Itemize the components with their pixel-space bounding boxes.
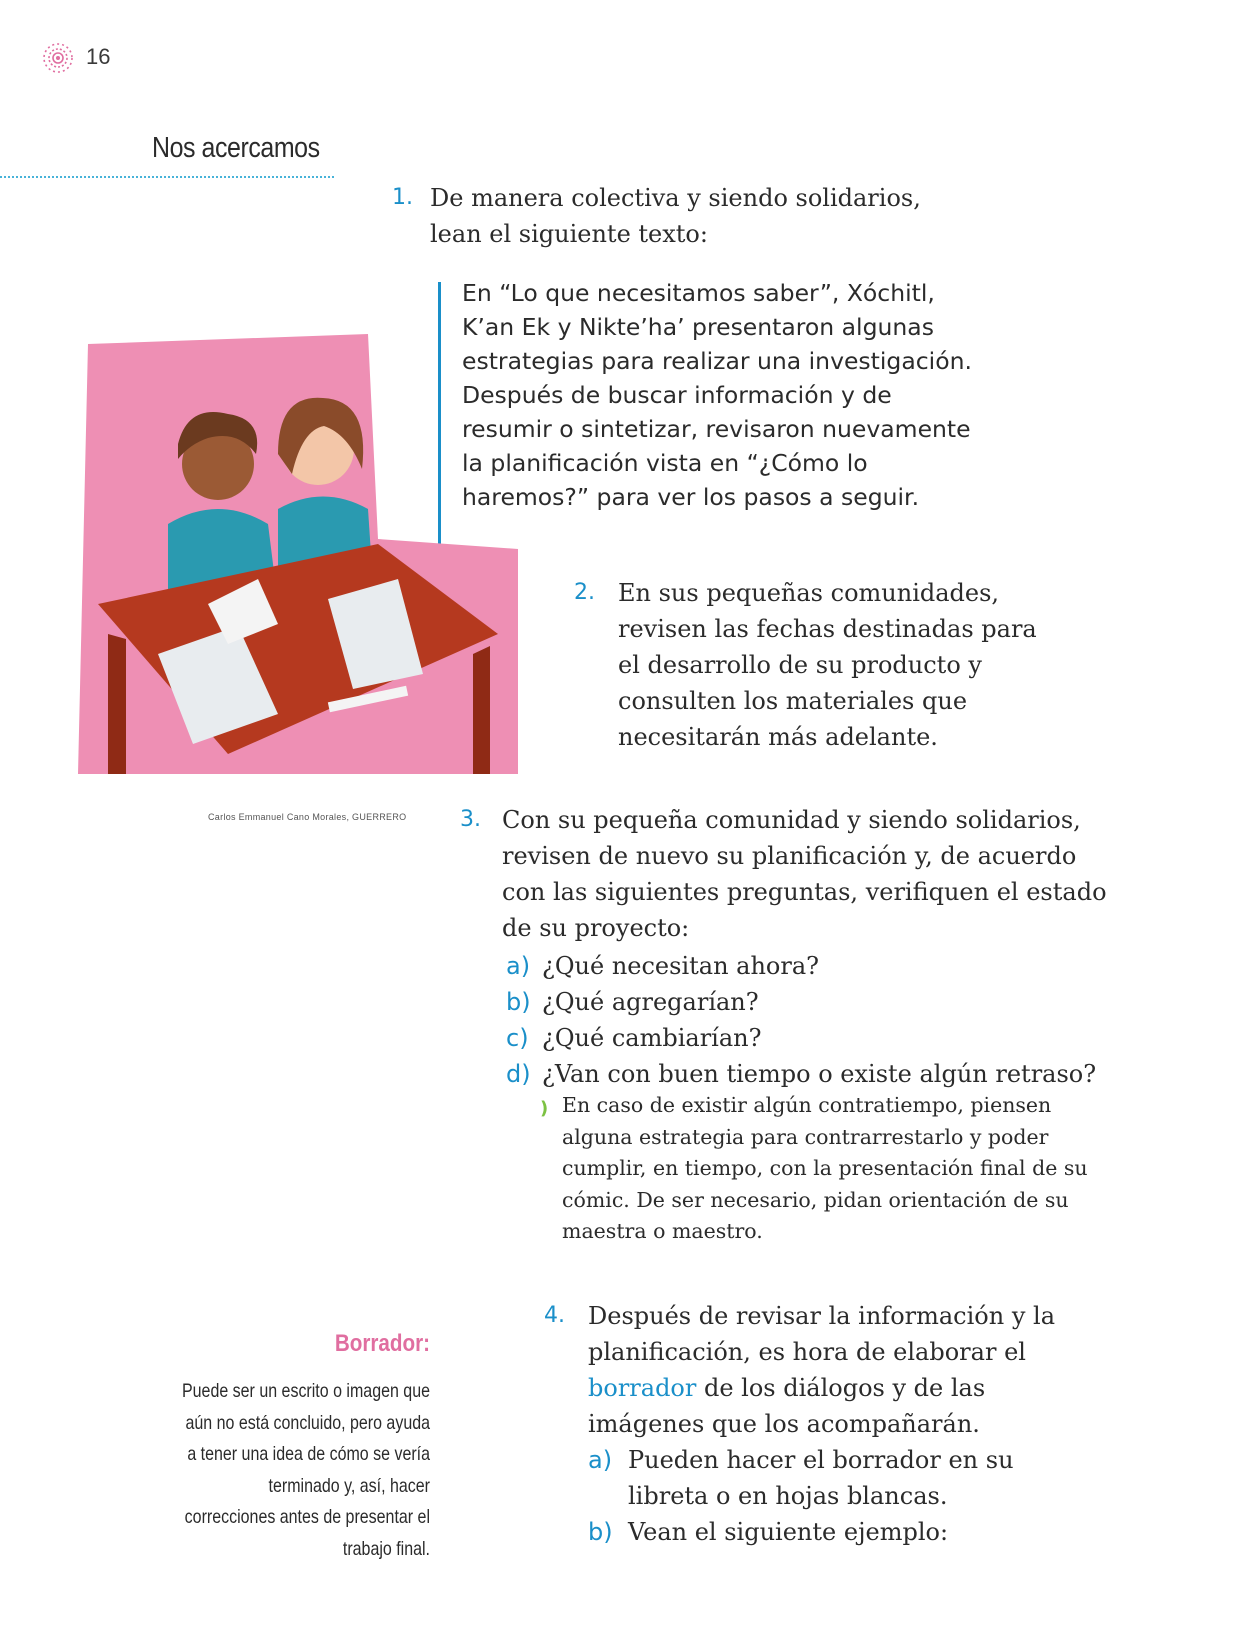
step-3-note: En caso de existir algún contratiempo, piensen alguna estrategia para contrarrestarlo y poder cumplir, en tiempo, con la presentación final de su cómic. De ser necesario, pidan orientación de su maestra o maestro. (562, 1093, 1088, 1243)
item-label: b) (588, 1518, 613, 1546)
children-illustration (78, 334, 518, 794)
step-3-text: Con su pequeña comunidad y siendo solidarios, revisen de nuevo su planificación y, de acuerdo con las siguientes preguntas, verifiquen el estado de su proyecto: (502, 806, 1107, 942)
step-1-number: 1. (392, 185, 413, 210)
item-text: ¿Van con buen tiempo o existe algún retraso? (542, 1060, 1097, 1088)
item-text: ¿Qué necesitan ahora? (542, 952, 820, 980)
step-2-number: 2. (574, 580, 595, 605)
step-1-text: De manera colectiva y siendo solidarios, lean el siguiente texto: (430, 184, 921, 248)
item-label: c) (506, 1024, 529, 1052)
item-label: a) (588, 1446, 613, 1474)
step-4-text (588, 1298, 1058, 1442)
item-text: Pueden hacer el borrador en su libreta o en hojas blancas. (628, 1446, 1014, 1510)
glossary-link-borrador[interactable]: borrador (588, 1374, 697, 1402)
section-title: Nos acercamos (152, 132, 320, 164)
item-text: Vean el siguiente ejemplo: (628, 1518, 949, 1546)
step-3-item-d (506, 1056, 1096, 1092)
step-4-number: 4. (544, 1303, 565, 1328)
item-label: a) (506, 952, 531, 980)
step-3-item-c (506, 1020, 761, 1056)
quote-text: En “Lo que necesitamos saber”, Xóchitl, K’an Ek y Nikte’ha’ presentaron algunas estrategias para realizar una investigación. Después de buscar información y de resumir o sintetizar, revisaron nuevamente la planificación vista en “¿Cómo lo haremos?” para ver los pasos a seguir. (462, 279, 972, 511)
sun-icon (40, 40, 76, 76)
step-3-item-b (506, 984, 759, 1020)
note-marker-icon: ) (540, 1098, 549, 1119)
item-text: ¿Qué cambiarían? (542, 1024, 762, 1052)
item-label: d) (506, 1060, 531, 1088)
page-number: 16 (86, 44, 111, 69)
step-3-item-a (506, 948, 819, 984)
item-text: ¿Qué agregarían? (542, 988, 759, 1016)
glossary-term: Borrador: (334, 1330, 430, 1357)
illustration-credit: Carlos Emmanuel Cano Morales, GUERRERO (208, 812, 407, 822)
item-label: b) (506, 988, 531, 1016)
step-4-item-b (588, 1514, 1108, 1550)
step-4-item-a (588, 1442, 1108, 1514)
step-2-text: En sus pequeñas comunidades, revisen las fechas destinadas para el desarrollo de su producto y consulten los materiales que necesitarán más adelante. (618, 579, 1037, 751)
step-4-text-after: de los diálogos y de las imágenes que los acompañarán. (588, 1374, 986, 1438)
step-3-number: 3. (460, 807, 481, 832)
glossary-definition: Puede ser un escrito o imagen que aún no está concluido, pero ayuda a tener una idea de cómo se vería terminado y, así, hacer correcciones antes de presentar el trabajo final. (181, 1380, 430, 1560)
section-divider (0, 176, 334, 178)
step-4-text-before: Después de revisar la información y la planificación, es hora de elaborar el (588, 1302, 1056, 1366)
